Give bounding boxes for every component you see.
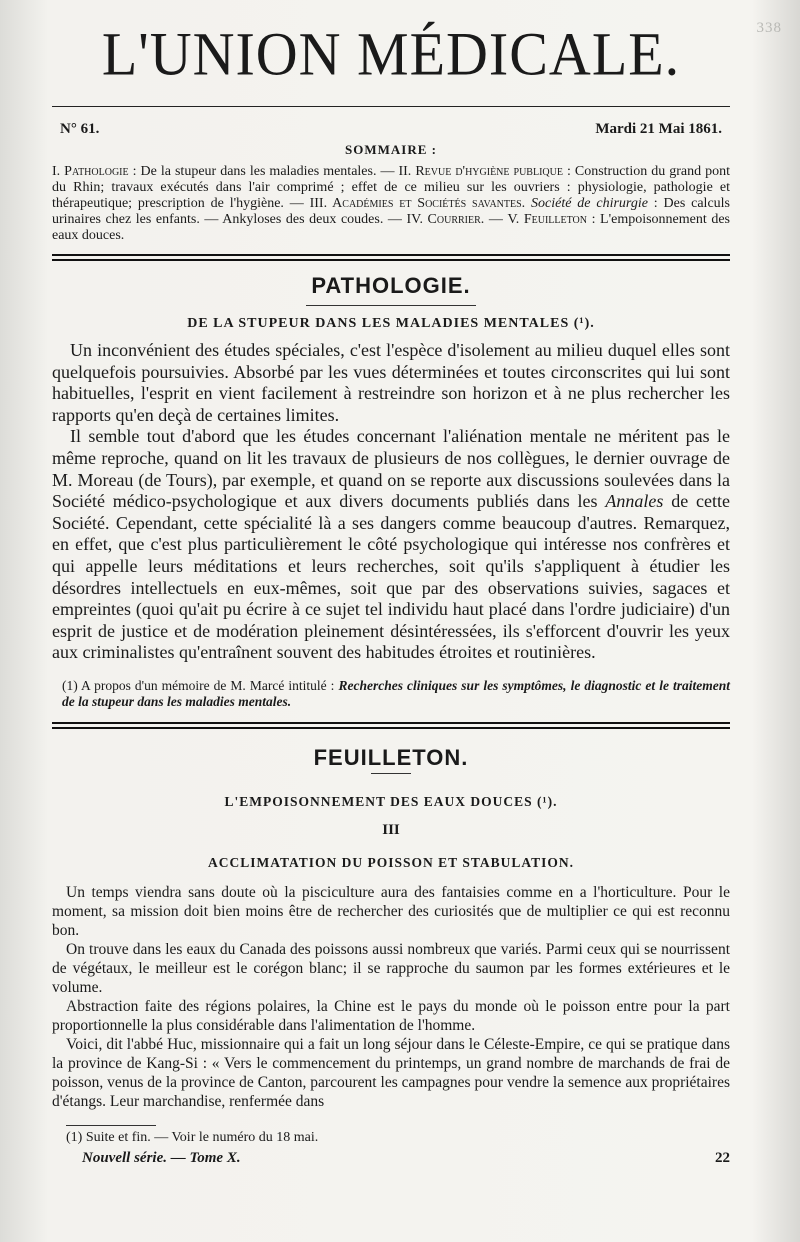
sommaire-part-1-label: I. Pathologie: [52, 164, 129, 179]
feuilleton-paragraph-1: Un temps viendra sans doute où la pisciculture aura des fantaisies comme en a l'horticulture. Pour le moment, sa mission doit bien moins être de rechercher des curiosités que de multiplier ce qui est reconnu bon.: [52, 883, 730, 939]
footnote-italic: Recherches cliniques sur les symptômes, le diagnostic et le traitement de la stupeur dans les maladies mentales.: [62, 677, 730, 709]
sheet-number: 22: [715, 1149, 730, 1166]
sommaire-part-5: : L'empoisonnement des eaux douces.: [52, 212, 730, 243]
sommaire-part-2-label: II. Revue d'hygiène publique: [398, 164, 563, 179]
feuilleton-paragraph-2: On trouve dans les eaux du Canada des poissons aussi nombreux que variés. Parmi ceux qui se nourrissent de végétaux, le meilleur est le corégon blanc; il se rapproche du saumon par les formes extérieures et le volume.: [52, 940, 730, 996]
feuilleton-footnote: (1) Suite et fin. — Voir le numéro du 18 mai.: [66, 1129, 319, 1145]
sommaire-part-4: —: [484, 212, 508, 227]
series-label: Nouvell série. — Tome X.: [82, 1149, 241, 1166]
pathologie-body: [52, 340, 730, 664]
feuilleton-title: FEUILLETON.: [313, 744, 469, 770]
sommaire-title: SOMMAIRE :: [345, 142, 437, 157]
issue-date: Mardi 21 Mai 1861.: [595, 121, 722, 137]
section-divider-1: [52, 254, 730, 261]
feuilleton-paragraph-3: Abstraction faite des régions polaires, la Chine est le pays du monde où le poisson entre pour la part proportionnelle la plus considérable dans l'alimentation de l'homme.: [52, 997, 730, 1034]
pathologie-title: PATHOLOGIE.: [311, 273, 471, 298]
masthead: L'UNION MÉDICALE.: [101, 19, 681, 89]
feuilleton-subtitle: L'EMPOISONNEMENT DES EAUX DOUCES (¹).: [224, 793, 558, 809]
para2-end: de cette Société. Cependant, cette spécialité là a ses dangers comme beaucoup d'autres. Remarquez, en effet, que c'est plus particulièrement le côté psychologique qui intéresse nos confrères et qui appelle leurs méditations et leurs recherches, soit qu'ils s'appliquent à étudier les désordres intellectuels en eux-mêmes, soit que par des observations suivies, sagaces et empreintes (quoi qu'ait pu écrire à ce sujet tel individu haut placé dans l'ordre judiciaire) d'un esprit de justice et de modération pleinement désintéressées, ils s'efforcent d'ouvrir les yeux aux criminalistes qu'entraînent souvent des habitudes étroites et routinières.: [52, 491, 730, 663]
chapter-number: III: [382, 821, 400, 838]
page-number: 338: [756, 20, 782, 36]
para2-start: Il semble tout d'abord que les études concernant l'aliénation mentale ne méritent pas le même reproche, quand on lit les travaux de plusieurs de nos collègues, le dernier ouvrage de M. Moreau (de Tours), par exemple, et quand on se reporte aux discussions soulevées dans la Société médico-psychologique et aux divers documents publiés dans les: [52, 426, 730, 512]
feuilleton-paragraph-4: Voici, dit l'abbé Huc, missionnaire qui a fait un long séjour dans le Céleste-Empire, ce qui se pratique dans la province de Kang-Si : « Vers le commencement du printemps, un grand nombre de marchands de frai de poisson, venus de la province de Canton, parcourent les campagnes pour vendre la semence aux propriétaires d'étangs. Leur marchandise, renfermée dans: [52, 1035, 730, 1110]
section-divider-2: [52, 722, 730, 729]
footnote-start: (1) A propos d'un mémoire de M. Marcé intitulé :: [62, 677, 339, 693]
sommaire-part-3-label: III. Académies et Sociétés savantes.: [309, 196, 526, 211]
sommaire-part-5-label: V. Feuilleton: [507, 212, 587, 227]
pathologie-paragraph-1: Un inconvénient des études spéciales, c'est l'espèce d'isolement au milieu duquel elles sont quelquefois poursuivies. Absorbé par les vues déterminées et toutes circonscrites qui lui sont habituelles, l'esprit en vient facilement à restreindre son horizon et à ne plus rechercher les rapports qu'en deçà de certaines limites.: [52, 340, 730, 425]
sommaire-part-1: : De la stupeur dans les maladies mentales. —: [128, 164, 399, 179]
pathologie-paragraph-2: [52, 426, 730, 664]
issue-number: N° 61.: [60, 121, 100, 137]
sommaire-part-3-italic: Société de chirurgie: [525, 196, 648, 211]
issue-line: [52, 121, 730, 138]
pathologie-footnote: [52, 678, 730, 710]
masthead-rule: [52, 106, 730, 107]
chapter-title: ACCLIMATATION DU POISSON ET STABULATION.: [208, 854, 574, 870]
sommaire-part-4-label: IV. Courrier.: [406, 212, 485, 227]
annales-italic: Annales: [605, 491, 664, 512]
feuilleton-rule: [371, 773, 411, 774]
pathologie-rule: [306, 305, 476, 306]
series-line: [82, 1150, 730, 1167]
article-title: DE LA STUPEUR DANS LES MALADIES MENTALES (¹).: [187, 316, 595, 331]
feuilleton-body: [52, 883, 730, 1111]
sommaire-part-3: : Des calculs urinaires chez les enfants. — Ankyloses des deux coudes. —: [52, 196, 730, 227]
sommaire-part-2: : Construction du grand pont du Rhin; travaux exécutés dans l'air comprimé ; effet de ce milieu sur les ouvriers : physiologie, pathologie et thérapeutique; prescription de l'hygiène. —: [52, 164, 731, 211]
sommaire-text: [52, 164, 730, 244]
footnote-rule: [66, 1125, 156, 1126]
